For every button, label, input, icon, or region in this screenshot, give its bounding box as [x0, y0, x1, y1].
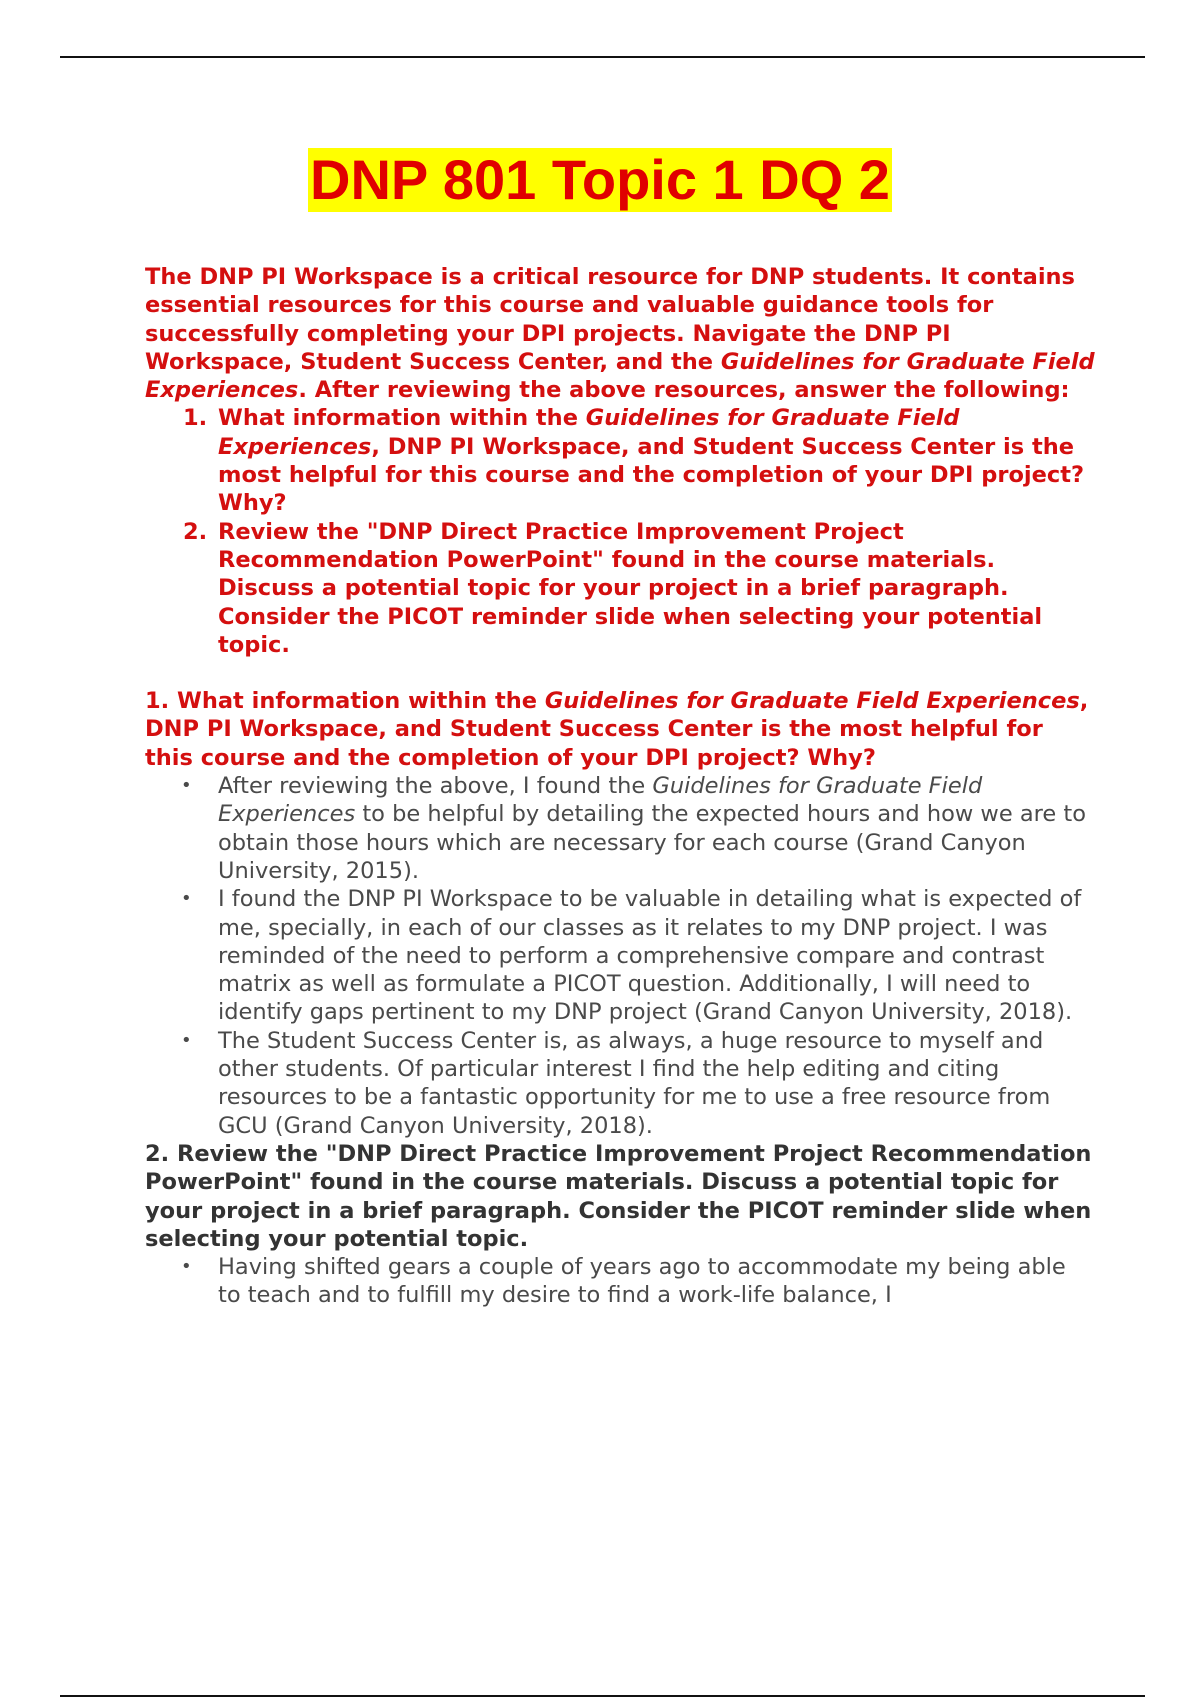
bullet-icon: •	[181, 888, 192, 910]
question-text: , DNP PI Workspace, and Student Success Center is the most helpful for this course and the completion of your DPI project? Why?	[218, 433, 1085, 517]
answer2-bullet-list	[145, 1253, 1095, 1310]
intro-text-1: The DNP PI Workspace is a critical resource for DNP students. It contains essential resources for this course and valuable guidance tools for successfully completing your DPI projects. Navigate the DNP PI Workspace, Student Success Center, and the	[145, 264, 1075, 375]
question-number: 1.	[183, 405, 208, 432]
document-body	[145, 263, 1095, 1310]
spacer	[145, 659, 1095, 687]
bullet-italic: Guidelines for Graduate Field Experiences	[218, 773, 983, 828]
question-text: What information within the	[218, 405, 586, 432]
title-wrap	[0, 148, 1200, 212]
page-title: DNP 801 Topic 1 DQ 2	[310, 148, 890, 211]
answer1-heading-text: 1. What information within the	[145, 688, 545, 715]
list-item	[145, 885, 1095, 1026]
answer1-heading-italic: Guidelines for Graduate Field Experiences	[544, 688, 1080, 715]
bullet-text: The Student Success Center is, as always, a huge resource to myself and other students. Of particular interest I find the help editing and citing resources to be a fantastic opportunity for me to use a free resource from GCU (Grand Canyon University, 2018).	[218, 1027, 1051, 1139]
answer1-bullet-list	[145, 772, 1095, 1140]
answer1-heading	[145, 687, 1095, 772]
list-item	[145, 772, 1095, 885]
question-item-2	[145, 518, 1095, 659]
answer2-heading: 2. Review the "DNP Direct Practice Improvement Project Recommendation PowerPoint" found in the course materials. Discuss a potential topic for your project in a brief paragraph. Consider the PICOT reminder slide when selecting your potential topic.	[145, 1140, 1092, 1252]
list-item	[145, 1027, 1095, 1140]
list-item	[145, 1253, 1095, 1310]
bullet-text: I found the DNP PI Workspace to be valuable in detailing what is expected of me, specially, in each of our classes as it relates to my DNP project. I was reminded of the need to perform a comprehensive compare and contrast matrix as well as formulate a PICOT question. Additionally, I will need to identify gaps pertinent to my DNP project (Grand Canyon University, 2018).	[218, 886, 1082, 1026]
question-italic: Guidelines for Graduate Field Experiences	[218, 405, 960, 460]
bullet-text: After reviewing the above, I found the	[218, 773, 653, 800]
top-rule	[60, 56, 1145, 58]
answer1-heading-text: , DNP PI Workspace, and Student Success Center is the most helpful for this course and the completion of your DPI project? Why?	[145, 688, 1089, 771]
bullet-icon: •	[181, 1029, 192, 1051]
intro-paragraph	[145, 263, 1095, 404]
intro-italic: Guidelines for Graduate Field Experiences	[145, 348, 1095, 404]
bullet-text: to be helpful by detailing the expected hours and how we are to obtain those hours which are necessary for each course (Grand Canyon University, 2015).	[218, 801, 1086, 884]
bullet-icon: •	[181, 775, 192, 797]
question-text: Review the "DNP Direct Practice Improvement Project Recommendation PowerPoint" found in the course materials. Discuss a potential topic for your project in a brief paragraph. Consider the PICOT reminder slide when selecting your potential topic.	[218, 518, 1043, 658]
question-item-1	[145, 404, 1095, 517]
intro-text-2: . After reviewing the above resources, answer the following:	[298, 377, 1070, 404]
bottom-rule	[60, 1695, 1145, 1697]
question-list	[145, 404, 1095, 659]
question-number: 2.	[183, 518, 208, 545]
bullet-icon: •	[181, 1256, 192, 1278]
bullet-text: Having shifted gears a couple of years ago to accommodate my being able to teach and to fulfill my desire to find a work-life balance, I	[218, 1254, 1066, 1309]
